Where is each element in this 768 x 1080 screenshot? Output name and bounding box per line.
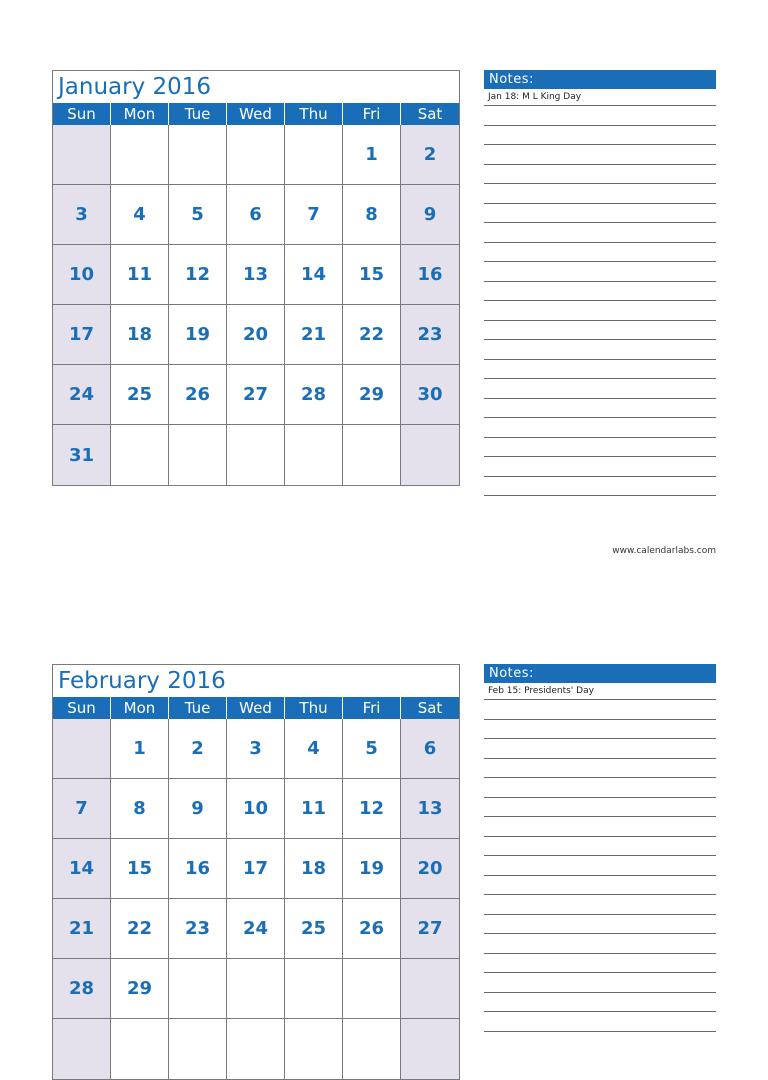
day-cell: 28 [285,365,343,425]
note-line [484,379,716,399]
day-cell: 19 [343,839,401,899]
weekday-header [53,697,459,719]
day-cell: 3 [227,719,285,779]
day-cell [53,125,111,185]
day-cell: 22 [111,899,169,959]
day-cell [227,125,285,185]
month-title: January 2016 [58,74,212,100]
day-cell: 27 [227,365,285,425]
day-cell: 7 [53,779,111,839]
day-cell: 2 [401,125,459,185]
note-line [484,223,716,243]
note-line [484,817,716,837]
calendar-february [52,664,460,1080]
day-cell: 16 [169,839,227,899]
note-line [484,954,716,974]
weekday-label: Fri [343,103,401,125]
note-line [484,360,716,380]
day-cell: 5 [343,719,401,779]
day-cell [401,959,459,1019]
note-line [484,895,716,915]
day-cell: 6 [401,719,459,779]
day-cell [401,425,459,485]
day-cell [227,425,285,485]
note-line [484,759,716,779]
note-line [484,720,716,740]
day-cell [111,125,169,185]
weekday-label: Wed [227,103,285,125]
day-cell: 27 [401,899,459,959]
day-cell [285,1019,343,1079]
day-grid [53,719,459,1079]
day-cell: 3 [53,185,111,245]
day-cell: 8 [111,779,169,839]
day-cell: 17 [227,839,285,899]
note-line [484,876,716,896]
note-line [484,399,716,419]
day-cell: 29 [343,365,401,425]
day-cell [169,425,227,485]
note-line [484,243,716,263]
day-cell: 10 [227,779,285,839]
note-line [484,837,716,857]
day-cell: 18 [285,839,343,899]
notes-panel-february [484,664,716,1032]
day-cell [227,959,285,1019]
day-cell: 4 [111,185,169,245]
notes-heading: Notes: [484,664,716,683]
note-line [484,184,716,204]
day-cell: 13 [227,245,285,305]
day-cell: 30 [401,365,459,425]
note-line [484,700,716,720]
day-cell [169,1019,227,1079]
weekday-label: Fri [343,697,401,719]
weekday-label: Sat [417,699,443,717]
day-cell: 22 [343,305,401,365]
day-cell: 20 [401,839,459,899]
note-line [484,778,716,798]
note-line [484,126,716,146]
day-cell: 10 [53,245,111,305]
day-cell: 9 [401,185,459,245]
day-cell [169,125,227,185]
day-cell [53,719,111,779]
day-cell: 24 [53,365,111,425]
day-cell [285,125,343,185]
note-line [484,993,716,1013]
day-cell [53,1019,111,1079]
note-line [484,1012,716,1032]
note-line [484,340,716,360]
day-cell [111,425,169,485]
day-cell [401,1019,459,1079]
weekday-label: Thu [285,697,343,719]
note-line [484,282,716,302]
day-cell: 13 [401,779,459,839]
day-cell: 6 [227,185,285,245]
day-cell: 29 [111,959,169,1019]
note-line [484,856,716,876]
note-line [484,915,716,935]
note-line [484,165,716,185]
note-line [484,798,716,818]
note-line [484,204,716,224]
day-cell: 1 [111,719,169,779]
note-line [484,262,716,282]
day-cell [285,425,343,485]
day-cell: 15 [111,839,169,899]
day-cell: 21 [53,899,111,959]
note-entry: Feb 15: Presidents' Day [484,683,716,700]
day-cell: 15 [343,245,401,305]
note-line [484,934,716,954]
note-lines [484,106,716,496]
day-cell [111,1019,169,1079]
weekday-header [53,103,459,125]
note-line [484,477,716,497]
day-cell [343,425,401,485]
day-cell: 17 [53,305,111,365]
day-cell: 2 [169,719,227,779]
notes-heading: Notes: [484,70,716,89]
day-cell: 1 [343,125,401,185]
weekday-label: Tue [169,697,227,719]
weekday-label: Tue [169,103,227,125]
day-cell: 23 [401,305,459,365]
day-cell: 26 [343,899,401,959]
day-cell: 26 [169,365,227,425]
day-cell: 7 [285,185,343,245]
day-cell: 14 [285,245,343,305]
day-cell: 12 [343,779,401,839]
day-cell [343,959,401,1019]
day-cell: 14 [53,839,111,899]
month-title: February 2016 [58,668,226,694]
day-cell: 4 [285,719,343,779]
note-line [484,418,716,438]
day-cell: 23 [169,899,227,959]
weekday-label: Mon [111,103,169,125]
note-line [484,145,716,165]
note-line [484,457,716,477]
day-cell: 21 [285,305,343,365]
weekday-label: Sun [53,697,111,719]
note-line [484,106,716,126]
calendar-january [52,70,460,486]
weekday-label: Sat [417,105,443,123]
day-cell: 11 [285,779,343,839]
day-cell: 31 [53,425,111,485]
day-cell: 9 [169,779,227,839]
day-cell: 8 [343,185,401,245]
day-cell: 25 [285,899,343,959]
day-cell: 16 [401,245,459,305]
note-lines [484,700,716,1032]
day-cell: 11 [111,245,169,305]
weekday-label: Thu [285,103,343,125]
note-entry: Jan 18: M L King Day [484,89,716,106]
note-line [484,321,716,341]
day-cell: 25 [111,365,169,425]
day-cell [169,959,227,1019]
day-cell: 24 [227,899,285,959]
note-line [484,438,716,458]
weekday-label: Wed [227,697,285,719]
note-line [484,973,716,993]
note-line [484,301,716,321]
day-cell: 12 [169,245,227,305]
day-cell: 18 [111,305,169,365]
day-cell: 19 [169,305,227,365]
note-line [484,739,716,759]
day-cell: 28 [53,959,111,1019]
day-cell [285,959,343,1019]
day-cell: 20 [227,305,285,365]
day-cell [227,1019,285,1079]
weekday-label: Mon [111,697,169,719]
weekday-label: Sun [53,103,111,125]
footer-website: www.calendarlabs.com [612,546,716,556]
notes-panel-january [484,70,716,496]
day-cell [343,1019,401,1079]
day-cell: 5 [169,185,227,245]
day-grid [53,125,459,485]
